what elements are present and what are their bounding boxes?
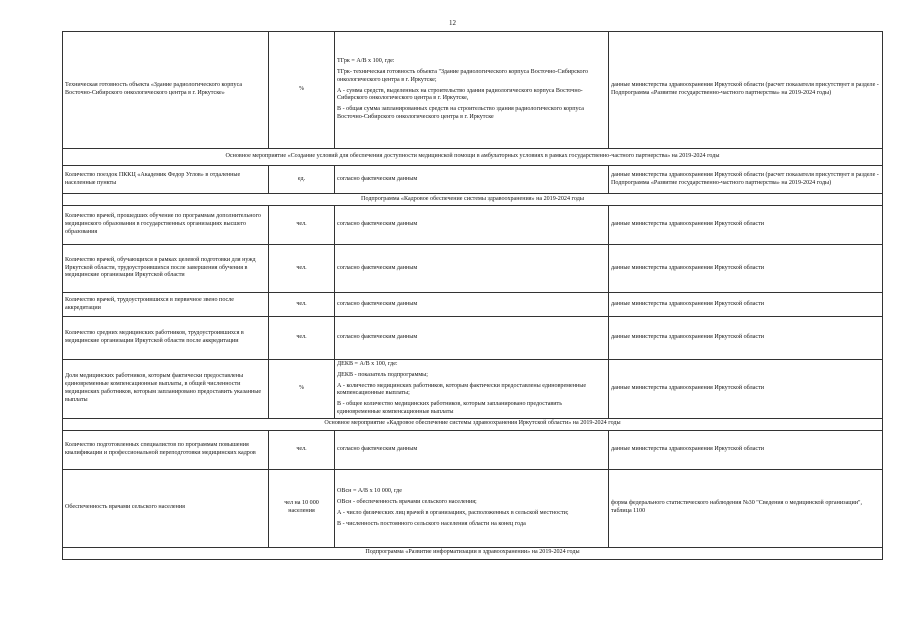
table-row <box>63 32 883 149</box>
data-source: данные министерства здравоохранения Иркутской области <box>609 206 883 245</box>
data-source: данные министерства здравоохранения Иркутской области <box>609 245 883 293</box>
indicator-name: Количество средних медицинских работников, трудоустроившихся в медицинские организации Иркутской области после аккредитации <box>63 317 269 360</box>
unit-cell: чел. <box>269 317 335 360</box>
data-source: данные министерства здравоохранения Иркутской области (расчет показателя присутствует в разделе - Подпрограмма «Развитие государственно-частного партнерства» на 2019-2024 годы) <box>609 166 883 194</box>
section-title: Основное мероприятие «Кадровое обеспечение системы здравоохранения Иркутской области» на 2019-2024 годы <box>63 418 883 430</box>
calculation-method <box>335 245 609 293</box>
section-header-row <box>63 547 883 559</box>
method-line: ТГрк- техническая готовность объекта "Здание радиологического корпуса Восточно-Сибирского онкологического центра в г. Иркутске; <box>337 69 588 83</box>
section-title: Основное мероприятие «Создание условий для обеспечения доступности медицинской помощи в амбулаторных условиях в рамках государственно-частного партнерства» на 2019-2024 годы <box>63 149 883 166</box>
method-line: ДЕКВ = А/В x 100, где: <box>337 361 398 367</box>
indicator-name: Количество врачей, обучающихся в рамках целевой подготовки для нужд Иркутской области, трудоустроившихся после завершения обучения в медицинские организации Иркутской области <box>63 245 269 293</box>
calculation-method <box>335 32 609 149</box>
method-line: согласно фактическим данным <box>337 221 418 228</box>
method-line: ОВсн = А/В x 10 000, где <box>337 488 402 495</box>
table-row <box>63 469 883 547</box>
method-line: В - общее количество медицинских работников, которым запланировано предоставить единовременные компенсационные выплаты <box>337 401 562 415</box>
method-line: согласно фактическим данным <box>337 445 418 452</box>
data-source: данные министерства здравоохранения Иркутской области <box>609 430 883 469</box>
calculation-method <box>335 469 609 547</box>
indicator-table-body <box>63 32 883 560</box>
calculation-method <box>335 360 609 419</box>
unit-cell: чел. <box>269 430 335 469</box>
calculation-method <box>335 293 609 317</box>
calculation-method <box>335 206 609 245</box>
section-title: Подпрограмма «Кадровое обеспечение системы здравоохранения» на 2019-2024 годы <box>63 194 883 206</box>
data-source: данные министерства здравоохранения Иркутской области <box>609 317 883 360</box>
table-row <box>63 430 883 469</box>
calculation-method <box>335 430 609 469</box>
table-row <box>63 293 883 317</box>
method-line: согласно фактическим данным <box>337 175 418 182</box>
method-line: ТГрк = А/В x 100, где: <box>337 58 395 65</box>
data-source: данные министерства здравоохранения Иркутской области <box>609 293 883 317</box>
calculation-method <box>335 166 609 194</box>
unit-cell: ед. <box>269 166 335 194</box>
table-row <box>63 360 883 419</box>
indicator-name: Количество поездок ПККЦ «Академик Федор Углов» в отдаленные населенные пункты <box>63 166 269 194</box>
page-number: 12 <box>449 19 456 27</box>
method-line: В - численность постоянного сельского населения области на конец года <box>337 520 526 527</box>
method-line: согласно фактическим данным <box>337 264 418 271</box>
indicator-name: Обеспеченность врачами сельского населения <box>63 469 269 547</box>
indicator-name: Техническая готовность объекта «Здание радиологического корпуса Восточно-Сибирского онкологического центра в г. Иркутске» <box>63 32 269 149</box>
indicator-name: Доля медицинских работников, которым фактически предоставлены единовременные компенсационные выплаты, в общей численности медицинских работников, которым запланировано предоставить указанные выплаты <box>63 360 269 419</box>
method-line: А - число физических лиц врачей в организациях, расположенных в сельской местности; <box>337 509 569 516</box>
method-line: ДЕКВ - показатель подпрограммы; <box>337 371 428 378</box>
section-header-row <box>63 149 883 166</box>
unit-cell: чел. <box>269 206 335 245</box>
table-row <box>63 166 883 194</box>
table-row <box>63 317 883 360</box>
indicator-name: Количество врачей, трудоустроившихся в первичное звено после аккредитации <box>63 293 269 317</box>
method-line: А - количество медицинских работников, которым фактически предоставлены единовременные компенсационные выплаты; <box>337 382 587 397</box>
indicator-name: Количество врачей, прошедших обучение по программам дополнительного медицинского образования в государственных организациях высшего образования <box>63 206 269 245</box>
method-line: согласно фактическим данным <box>337 300 418 307</box>
data-source: данные министерства здравоохранения Иркутской области (расчет показателя присутствует в разделе - Подпрограмма «Развитие государственно-частного партнерства» на 2019-2024 годы) <box>609 32 883 149</box>
unit-cell: чел. <box>269 245 335 293</box>
section-header-row <box>63 418 883 430</box>
method-line: А - сумма средств, выделенных на строительство здания радиологического корпуса Восточно-Сибирского онкологического центра в г. Иркутске, <box>337 87 583 102</box>
unit-cell: % <box>269 360 335 419</box>
calculation-method <box>335 317 609 360</box>
section-title: Подпрограмма «Развитие информатизации в здравоохранении» на 2019-2024 годы <box>63 547 883 559</box>
section-header-row <box>63 194 883 206</box>
unit-cell: чел. <box>269 293 335 317</box>
unit-cell: % <box>269 32 335 149</box>
method-line: В - общая сумма запланированных средств на строительство здания радиологического корпуса Восточно-Сибирского онкологического центра в г. Иркутске <box>337 106 584 120</box>
indicator-table <box>62 31 883 560</box>
table-row <box>63 206 883 245</box>
data-source: данные министерства здравоохранения Иркутской области <box>609 360 883 419</box>
unit-cell: чел на 10 000 населения <box>269 469 335 547</box>
table-row <box>63 245 883 293</box>
method-line: ОВсн - обеспеченность врачами сельского населения; <box>337 498 477 505</box>
indicator-name: Количество подготовленных специалистов по программам повышения квалификации и профессиональной переподготовки медицинских кадров <box>63 430 269 469</box>
method-line: согласно фактическим данным <box>337 334 418 341</box>
data-source: форма федерального статистического наблюдения №30 "Сведения о медицинской организации", таблица 1100 <box>609 469 883 547</box>
